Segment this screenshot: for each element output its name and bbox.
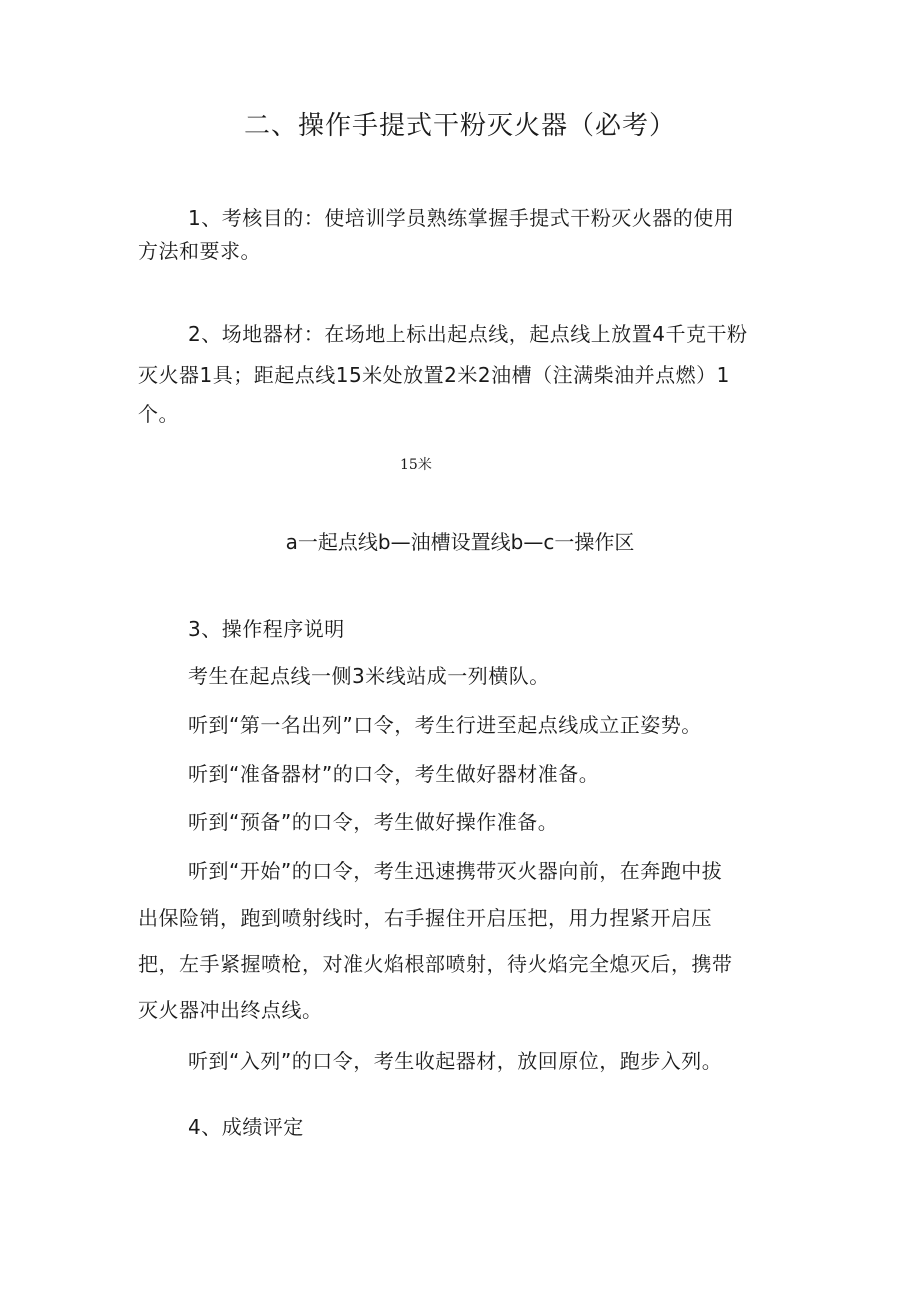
diagram-caption: a一起点线b—油槽设置线b—c一操作区	[285, 530, 635, 554]
section3-paragraph-5-line2: 出保险销，跑到喷射线时，右手握住开启压把，用力捏紧开启压	[138, 906, 712, 930]
diagram-distance-label: 15米	[400, 457, 432, 473]
section3-paragraph-5-line1: 听到“开始”的口令，考生迅速携带灭火器向前，在奔跑中拔	[188, 859, 723, 883]
section3-paragraph-4: 听到“预备”的口令，考生做好操作准备。	[188, 810, 559, 834]
section2-line1: 2、场地器材：在场地上标出起点线，起点线上放置4千克干粉	[188, 322, 748, 346]
page-title: 二、操作手提式干粉灭火器（必考）	[243, 111, 676, 141]
section1-line2: 方法和要求。	[138, 239, 261, 263]
section2-line3: 个。	[138, 402, 179, 426]
section3-paragraph-2: 听到“第一名出列”口令，考生行进至起点线成立正姿势。	[188, 713, 702, 737]
section3-paragraph-3: 听到“准备器材”的口令，考生做好器材准备。	[188, 762, 600, 786]
section2-line2: 灭火器1具；距起点线15米处放置2米2油槽（注满柴油并点燃）1	[138, 363, 730, 387]
section3-paragraph-6: 听到“入列”的口令，考生收起器材，放回原位，跑步入列。	[188, 1049, 723, 1073]
section1-line1: 1、考核目的：使培训学员熟练掌握手提式干粉灭火器的使用	[188, 206, 735, 230]
section3-paragraph-5-line3: 把，左手紧握喷枪，对准火焰根部喷射，待火焰完全熄灭后，携带	[138, 952, 733, 976]
section4-heading: 4、成绩评定	[188, 1115, 304, 1139]
section3-paragraph-5-line4: 灭火器冲出终点线。	[138, 998, 323, 1022]
section3-paragraph-1: 考生在起点线一侧3米线站成一列横队。	[188, 664, 550, 688]
section3-heading: 3、操作程序说明	[188, 617, 345, 641]
